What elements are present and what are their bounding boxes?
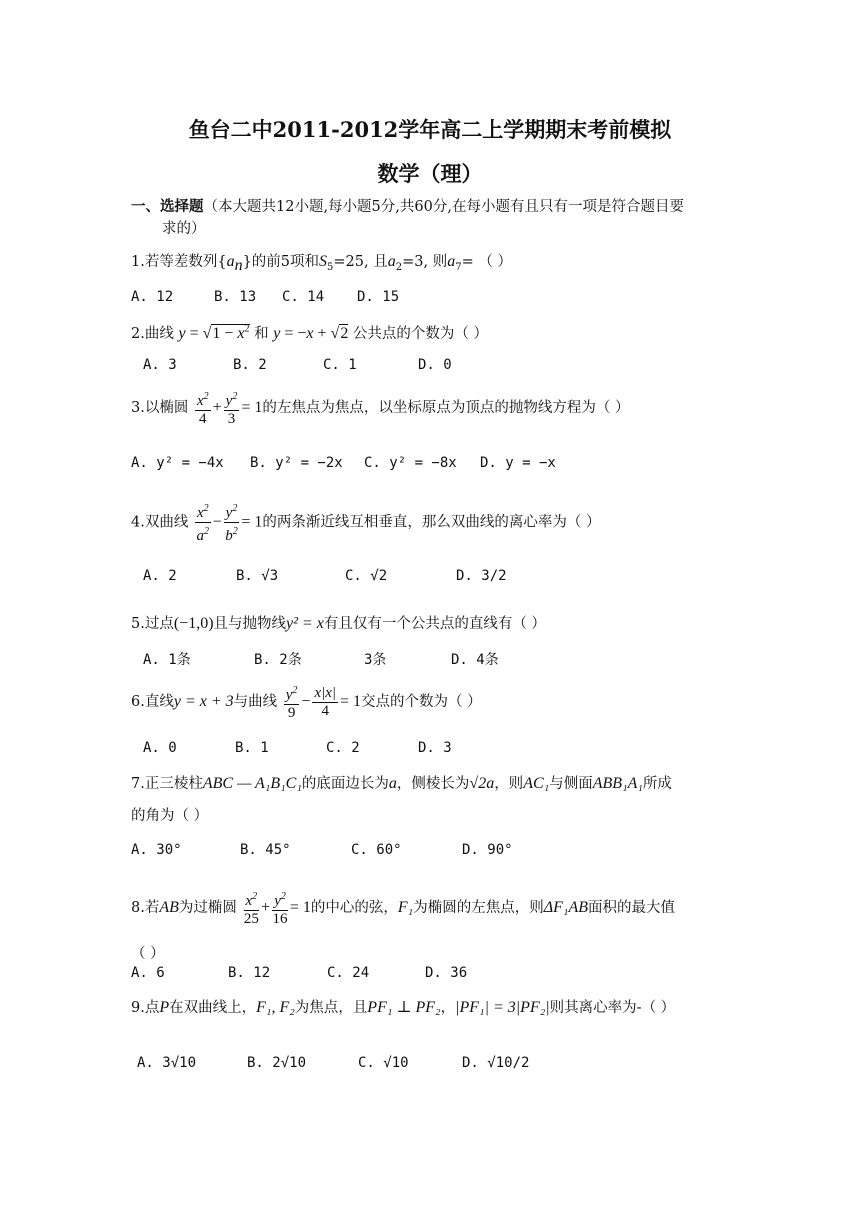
q9-option-a: A. 3√10: [137, 1055, 197, 1071]
q6-option-b: B. 1: [235, 740, 269, 756]
q3-option-c: C. y² = −8x: [364, 455, 457, 471]
section-desc-line2: 求的）: [162, 221, 206, 237]
q2-option-d: D. 0: [418, 357, 452, 373]
q5-option-c: 3条: [364, 652, 387, 668]
q1-option-b: B. 13: [214, 289, 257, 305]
q7-option-d: D. 90°: [462, 842, 513, 858]
question-4: 4.双曲线 $\frac{x^2}{a^2}$ − $\frac{y^2}{b^2}$ = 1的两条渐近线互相垂直，那么双曲线的离心率为（ ）: [131, 500, 600, 545]
q2-option-b: B. 2: [233, 357, 267, 373]
q8-option-b: B. 12: [228, 965, 271, 981]
q5-option-d: D. 4条: [451, 652, 499, 668]
q4-option-b: B. √3: [236, 568, 279, 584]
q6-option-c: C. 2: [326, 740, 360, 756]
q9-option-b: B. 2√10: [247, 1055, 307, 1071]
q9-option-d: D. √10/2: [462, 1055, 530, 1071]
q1-option-d: D. 15: [357, 289, 400, 305]
q1-option-a: A. 12: [131, 289, 174, 305]
q3-option-a: A. y² = −4x: [131, 455, 224, 471]
q8-option-d: D. 36: [425, 965, 468, 981]
question-8-line2: （ ）: [131, 946, 165, 962]
q2-option-c: C. 1: [323, 357, 357, 373]
section-header: [131, 196, 740, 218]
q9-option-c: C. √10: [358, 1055, 409, 1071]
question-5: 5.过点(−1,0)且与抛物线y² = x有且仅有一个公共点的直线有（ ）: [131, 615, 546, 632]
q3-option-b: B. y² = −2x: [250, 455, 343, 471]
q7-option-a: A. 30°: [131, 842, 182, 858]
q7-option-c: C. 60°: [351, 842, 402, 858]
question-9: 9.点P在双曲线上，F₁, F₂为焦点，且PF₁ ⊥ PF₂，|PF₁| = 3|PF₂|则其离心率为-（ ）: [131, 999, 676, 1016]
question-7: 7.正三棱柱ABC — A₁B₁C₁的底面边长为a，侧棱长为√2a，则AC₁与侧面ABB₁A₁所成: [131, 775, 672, 792]
question-1: 1.若等差数列$\{a_n\}$的前5项和$S_5=25$, 且$a_2=3$, 则$a_7=$ （ ）: [131, 253, 512, 274]
question-2: 2.曲线 $y = √1 - x^2$ 和 y = −x + √2 公共点的个数为（ ）: [131, 323, 489, 342]
q4-option-c: C. √2: [345, 568, 388, 584]
question-7-line2: 的角为（ ）: [131, 808, 209, 824]
q2-option-a: A. 3: [143, 357, 177, 373]
q8-option-a: A. 6: [131, 965, 165, 981]
exam-subtitle: 数学（理）: [377, 161, 483, 186]
q7-option-b: B. 45°: [240, 842, 291, 858]
question-3: 3.以椭圆 $\frac{x^2}{4}$ + $\frac{y^2}{3}$ = 1的左焦点为焦点，以坐标原点为顶点的抛物线方程为（ ）: [131, 388, 629, 428]
section-label: 一、选择题: [131, 198, 204, 215]
question-6: 6.直线y = x + 3与曲线 $\frac{y^2}{9}$ − $\frac{x|x|}{4}$ = 1交点的个数为（ ）: [131, 682, 482, 722]
q4-option-a: A. 2: [143, 568, 177, 584]
section-desc: （本大题共12小题,每小题5分,共60分,在每小题有且只有一项是符合题目要: [203, 199, 684, 215]
q8-option-c: C. 24: [327, 965, 370, 981]
question-8: 8.若AB为过椭圆 $\frac{x^2}{25}$ + $\frac{y^2}{16}$ = 1的中心的弦，F₁为椭圆的左焦点，则ΔF₁AB面积的最大值: [131, 888, 675, 928]
q5-option-a: A. 1条: [143, 652, 191, 668]
q3-option-d: D. y = −x: [480, 455, 556, 471]
q6-option-a: A. 0: [143, 740, 177, 756]
q1-option-c: C. 14: [282, 289, 325, 305]
q5-option-b: B. 2条: [254, 652, 302, 668]
q4-option-d: D. 3/2: [456, 568, 507, 584]
q6-option-d: D. 3: [418, 740, 452, 756]
exam-title: 鱼台二中2011-2012学年高二上学期期末考前模拟: [188, 117, 672, 142]
